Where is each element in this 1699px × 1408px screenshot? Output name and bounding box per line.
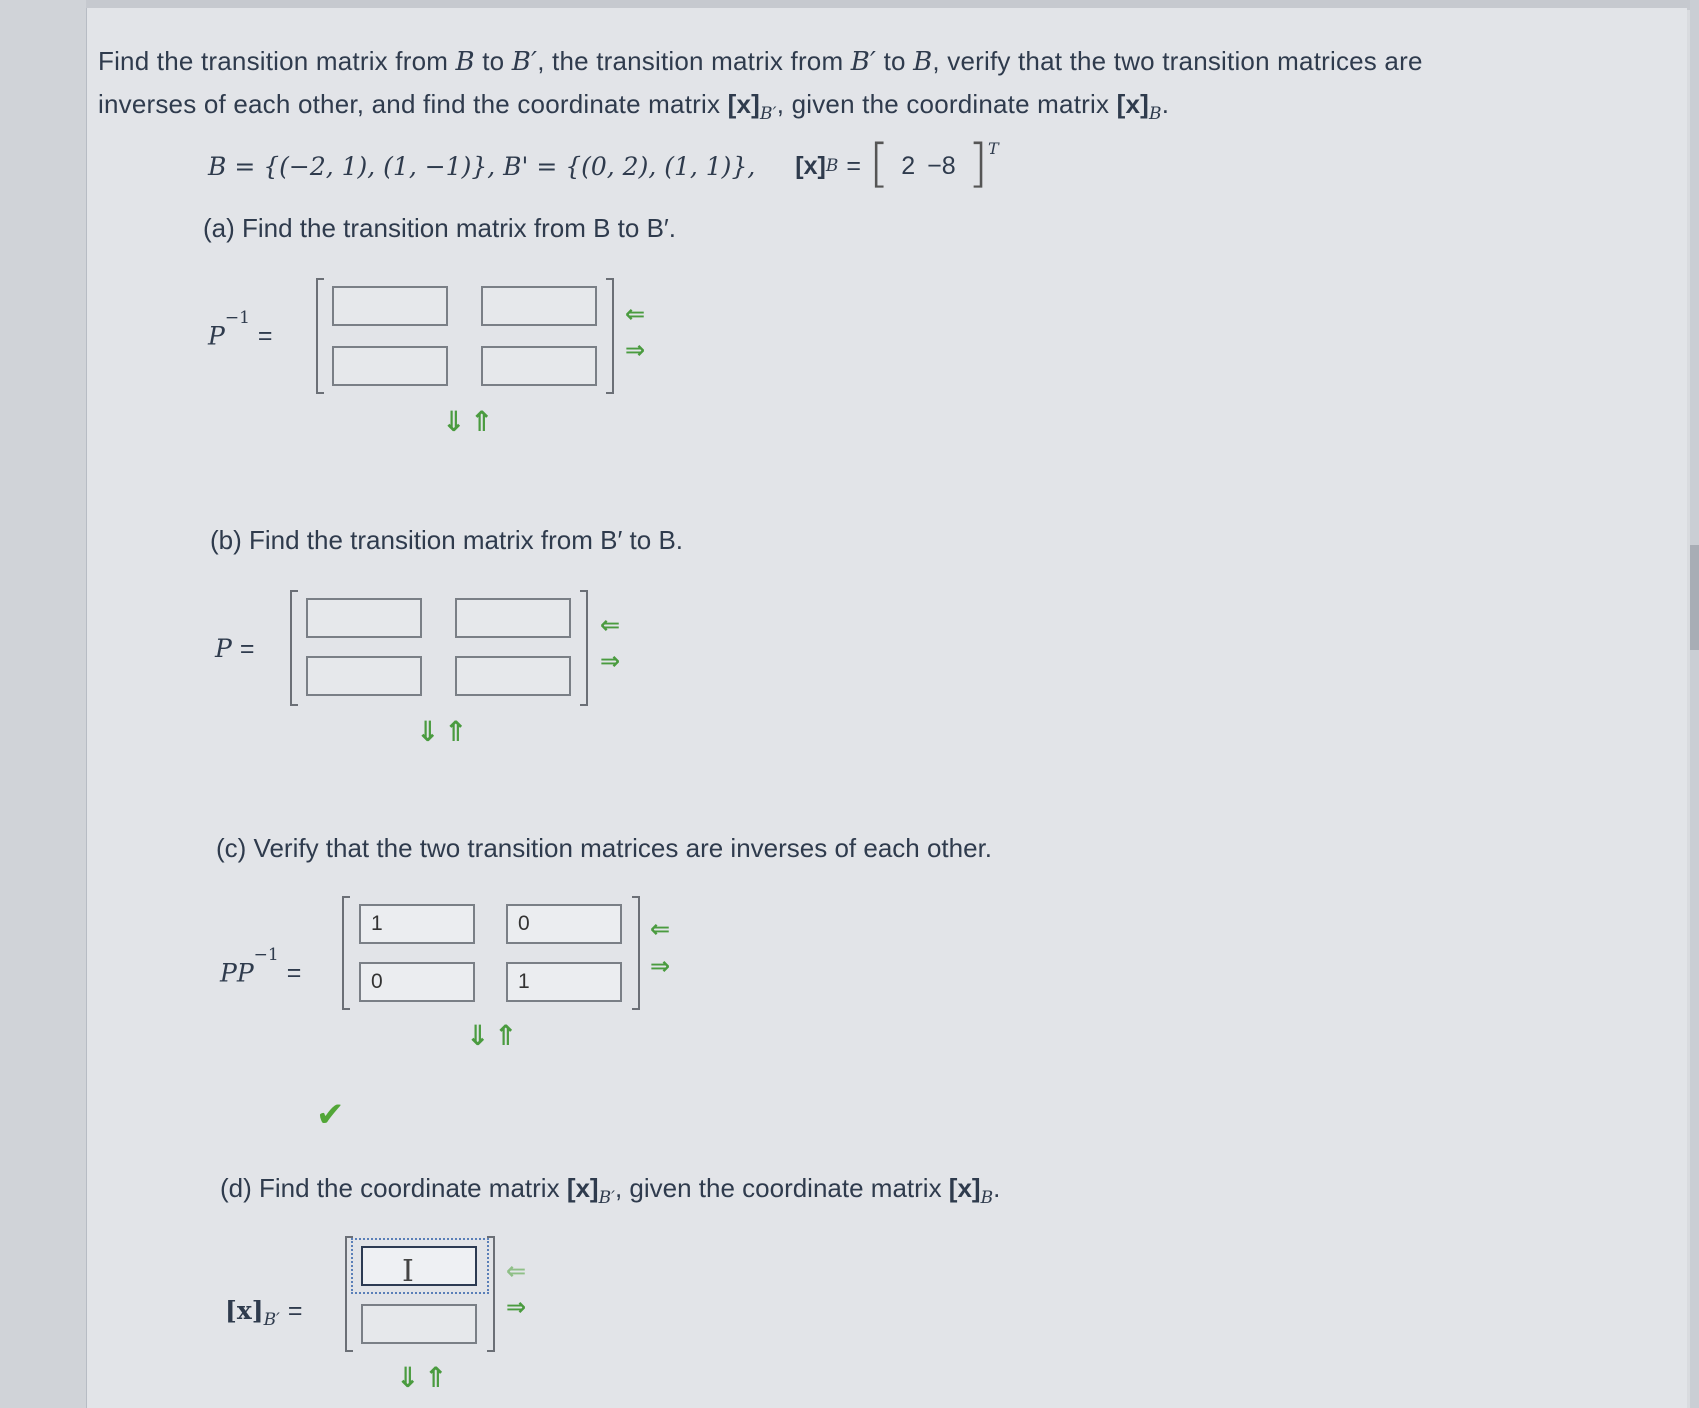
remove-column-icon[interactable]: ⇐ — [506, 1258, 527, 1285]
given-x-sub: B — [825, 156, 839, 176]
add-column-icon[interactable]: ⇒ — [650, 953, 671, 980]
part-b-cell-21[interactable] — [306, 656, 422, 696]
part-d-matrix — [345, 1236, 495, 1352]
remove-row-icon[interactable]: ⇑ — [444, 716, 468, 747]
part-c-cell-12[interactable]: 0 — [506, 904, 622, 944]
math-B: B — [455, 47, 475, 77]
remove-column-icon[interactable]: ⇐ — [600, 612, 621, 639]
problem-line-1 — [98, 40, 1658, 83]
math-B: B — [913, 47, 933, 77]
left-bracket: [ — [868, 134, 890, 194]
part-c-lhs: $PP^{-1}=$ — [220, 945, 302, 988]
add-row-icon[interactable]: ⇓ — [416, 716, 440, 747]
part-d-label: (d) Find the coordinate matrix $[x]_{B'}$, given the coordinate matrix $[x]_B$. — [220, 1173, 1001, 1208]
remove-row-icon[interactable]: ⇑ — [424, 1362, 448, 1393]
problem-line-2: inverses of each other, and find the coordinate matrix $[x]_{B'}$, given the coordinate matrix $[x]_B$. — [98, 89, 1170, 124]
problem-statement — [98, 40, 1658, 135]
intro-text: , verify that the two transition matrices are — [932, 46, 1423, 76]
math-sub: B′ — [759, 104, 777, 124]
intro-text: inverses of each other, and find the coordinate matrix — [98, 89, 728, 119]
part-b-label: (b) Find the transition matrix from B′ to B. — [210, 525, 684, 555]
add-row-icon[interactable]: ⇓ — [466, 1020, 490, 1051]
add-column-icon[interactable]: ⇒ — [625, 337, 646, 364]
part-a-cell-12[interactable] — [481, 286, 597, 326]
intro-text: , given the coordinate matrix — [776, 89, 1117, 119]
intro-text: Find the transition matrix from — [98, 46, 456, 76]
intro-text: to — [876, 46, 914, 76]
math-x: [x] — [1116, 89, 1149, 119]
given-x-vector — [895, 152, 961, 181]
part-a-cell-21[interactable] — [332, 346, 448, 386]
add-column-icon[interactable]: ⇒ — [600, 648, 621, 675]
part-b-cell-22[interactable] — [455, 656, 571, 696]
part-a-lhs: $P^{-1}=$ — [208, 308, 273, 351]
part-c-label: (c) Verify that the two transition matrices are inverses of each other. — [216, 833, 993, 863]
part-a-cell-22[interactable] — [481, 346, 597, 386]
part-a-cell-11[interactable] — [332, 286, 448, 326]
add-column-icon[interactable]: ⇒ — [506, 1294, 527, 1321]
math-Bprime: B′ — [850, 47, 877, 77]
given-x-lhs: [x] — [795, 151, 826, 180]
remove-column-icon[interactable]: ⇐ — [625, 301, 646, 328]
math-sub: B — [1148, 104, 1162, 124]
math-x: [x] — [727, 89, 760, 119]
remove-row-icon[interactable]: ⇑ — [494, 1020, 518, 1051]
given-bases: B = {(−2, 1), (1, −1)}, B' = {(0, 2), (1, 1)}, [x] B = [ 2 −8 ] $^T$ — [208, 134, 999, 194]
part-b-cell-12[interactable] — [455, 598, 571, 638]
given-x-value: 2 — [901, 151, 916, 180]
part-d-lhs: $[x]_{B'}$ = — [225, 1296, 303, 1330]
part-b-matrix — [290, 590, 588, 706]
part-c-cell-11[interactable]: 1 — [359, 904, 475, 944]
scrollbar-track[interactable] — [1690, 0, 1699, 1408]
given-bases-text: B = {(−2, 1), (1, −1)}, B' = {(0, 2), (1, 1)}, — [208, 151, 756, 181]
remove-column-icon[interactable]: ⇐ — [650, 916, 671, 943]
part-b-cell-11[interactable] — [306, 598, 422, 638]
given-x-value: −8 — [927, 151, 956, 180]
part-c-matrix — [342, 896, 640, 1010]
part-c-cell-22[interactable]: 1 — [506, 962, 622, 1002]
part-b-lhs: P = — [215, 634, 255, 663]
left-gutter — [0, 0, 86, 1408]
part-a-matrix — [316, 278, 614, 394]
transpose-mark: T — [987, 138, 999, 158]
add-row-icon[interactable]: ⇓ — [396, 1362, 420, 1393]
part-d-cell-2[interactable] — [361, 1304, 477, 1344]
intro-text: to — [474, 46, 512, 76]
text-cursor-icon: I — [402, 1254, 414, 1289]
remove-row-icon[interactable]: ⇑ — [470, 406, 494, 437]
part-d-cell-1[interactable] — [361, 1246, 477, 1286]
part-a-label: (a) Find the transition matrix from B to B′. — [203, 213, 677, 243]
scrollbar-thumb[interactable] — [1690, 545, 1699, 650]
add-row-icon[interactable]: ⇓ — [442, 406, 466, 437]
part-c-cell-21[interactable]: 0 — [359, 962, 475, 1002]
intro-text: , the transition matrix from — [537, 46, 851, 76]
correct-check-icon: ✔ — [316, 1096, 345, 1134]
right-bracket: ] — [967, 134, 988, 194]
math-Bprime: B′ — [511, 47, 538, 77]
